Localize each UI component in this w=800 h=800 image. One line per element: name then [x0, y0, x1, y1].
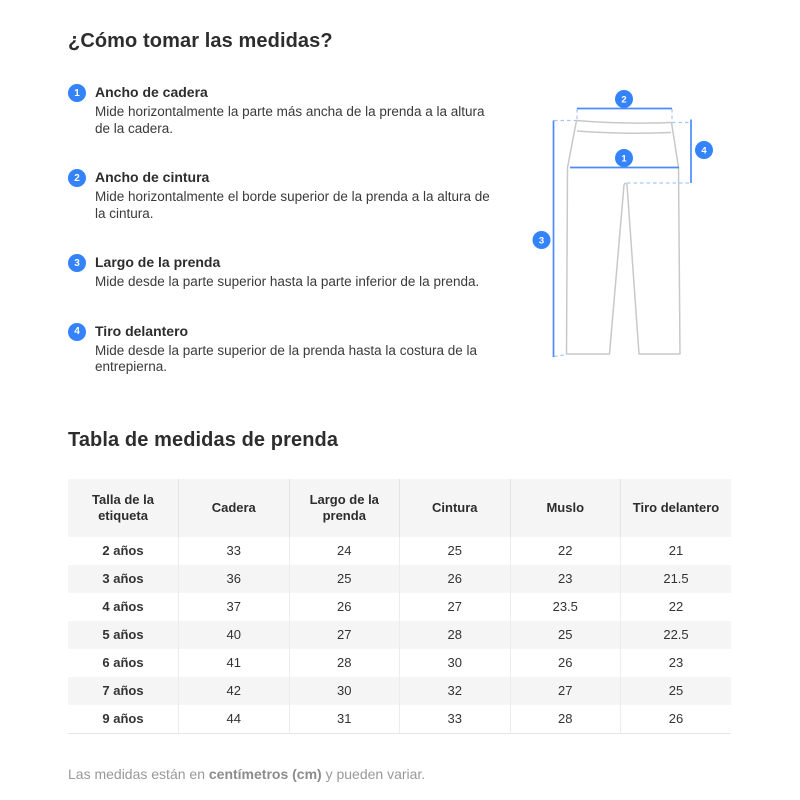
thigh-cell: 28 — [510, 705, 621, 734]
step-3-badge: 3 — [68, 254, 86, 272]
waist-cell: 30 — [400, 649, 511, 677]
column-header-label-size: Talla de la etiqueta — [68, 479, 179, 537]
pants-measurement-diagram — [521, 73, 731, 407]
instruction-title: Ancho de cadera — [95, 84, 208, 100]
size-label-cell: 5 años — [102, 626, 144, 642]
table-row — [68, 621, 731, 649]
size-label-cell: 3 años — [102, 570, 144, 586]
column-header-waist: Cintura — [400, 479, 511, 537]
column-header-hip: Cadera — [179, 479, 290, 537]
thigh-cell: 23 — [510, 565, 621, 593]
diagram-badge-3-label: 3 — [538, 235, 545, 247]
instruction-item-waist-width — [68, 168, 498, 222]
diagram-badge-4-label: 4 — [701, 145, 707, 157]
table-row — [68, 565, 731, 593]
front-rise-cell: 21.5 — [621, 565, 732, 593]
units-note — [68, 766, 731, 782]
measurement-instructions-list — [68, 83, 498, 407]
instruction-item-front-rise — [68, 322, 498, 376]
size-label-cell: 9 años — [68, 705, 179, 734]
length-cell: 26 — [289, 593, 400, 621]
dashed-guide-lines — [554, 109, 691, 357]
size-label-cell: 4 años — [102, 598, 144, 614]
hip-cell: 44 — [179, 705, 290, 734]
instruction-item-hip-width — [68, 83, 498, 137]
front-rise-cell: 22.5 — [621, 621, 732, 649]
page-title: ¿Cómo tomar las medidas? — [68, 30, 333, 52]
instruction-description: Mide horizontalmente el borde superior de la prenda a la altura de la cintura. — [95, 189, 490, 221]
hip-cell: 42 — [179, 677, 290, 705]
front-rise-cell: 26 — [621, 705, 732, 734]
size-label-cell: 7 años — [102, 682, 144, 698]
table-title: Tabla de medidas de prenda — [68, 428, 339, 451]
units-note-prefix: Las medidas están en — [68, 765, 209, 782]
length-cell: 24 — [289, 537, 400, 565]
front-rise-cell: 21 — [621, 537, 732, 565]
units-note-bold: centímetros (cm) — [208, 765, 322, 782]
length-cell: 31 — [289, 705, 400, 734]
waist-cell: 25 — [400, 537, 511, 565]
step-2-badge: 2 — [68, 169, 86, 187]
table-row — [68, 705, 731, 734]
table-row — [68, 537, 731, 565]
units-note-suffix: y pueden variar. — [321, 765, 426, 782]
table-row — [68, 593, 731, 621]
instruction-title: Ancho de cintura — [95, 169, 210, 185]
waist-cell: 28 — [400, 621, 511, 649]
waist-cell: 27 — [400, 593, 511, 621]
measurement-lines — [554, 109, 692, 358]
thigh-cell: 22 — [510, 537, 621, 565]
instruction-description: Mide desde la parte superior hasta la parte inferior de la prenda. — [95, 274, 480, 289]
how-to-measure-section — [68, 83, 731, 407]
front-rise-cell: 25 — [621, 677, 732, 705]
hip-cell: 33 — [179, 537, 290, 565]
diagram-marker-badges — [533, 90, 714, 249]
thigh-cell: 26 — [510, 649, 621, 677]
thigh-cell: 23.5 — [510, 593, 621, 621]
diagram-badge-1-label: 1 — [621, 153, 627, 165]
instruction-description: Mide desde la parte superior de la prenda hasta la costura de la entrepierna. — [95, 342, 477, 374]
table-row — [68, 649, 731, 677]
hip-cell: 36 — [179, 565, 290, 593]
waist-cell: 32 — [400, 677, 511, 705]
thigh-cell: 27 — [510, 677, 621, 705]
hip-cell: 40 — [179, 621, 290, 649]
length-cell: 27 — [289, 621, 400, 649]
step-4-badge: 4 — [68, 323, 86, 341]
thigh-cell: 25 — [510, 621, 621, 649]
front-rise-cell: 22 — [621, 593, 732, 621]
column-header-thigh: Muslo — [510, 479, 621, 537]
column-header-front-rise: Tiro delantero — [621, 479, 732, 537]
instruction-item-garment-length — [68, 253, 498, 291]
waist-cell: 33 — [400, 705, 511, 734]
column-header-length: Largo de la prenda — [289, 479, 400, 537]
instruction-title: Largo de la prenda — [95, 254, 221, 270]
hip-cell: 37 — [179, 593, 290, 621]
pants-diagram-svg — [521, 73, 731, 393]
length-cell: 25 — [289, 565, 400, 593]
table-header-row — [68, 479, 731, 537]
length-cell: 30 — [289, 677, 400, 705]
size-label-cell: 6 años — [102, 654, 144, 670]
instruction-title: Tiro delantero — [95, 322, 189, 339]
hip-cell: 41 — [179, 649, 290, 677]
step-1-badge: 1 — [68, 84, 86, 102]
size-label-cell: 2 años — [102, 542, 144, 558]
instruction-description: Mide horizontalmente la parte más ancha de la prenda a la altura de la cadera. — [95, 104, 485, 136]
table-row — [68, 677, 731, 705]
length-cell: 28 — [289, 649, 400, 677]
front-rise-cell: 23 — [621, 649, 732, 677]
diagram-badge-2-label: 2 — [621, 94, 627, 106]
waist-cell: 26 — [400, 565, 511, 593]
size-measurements-table — [68, 479, 731, 734]
